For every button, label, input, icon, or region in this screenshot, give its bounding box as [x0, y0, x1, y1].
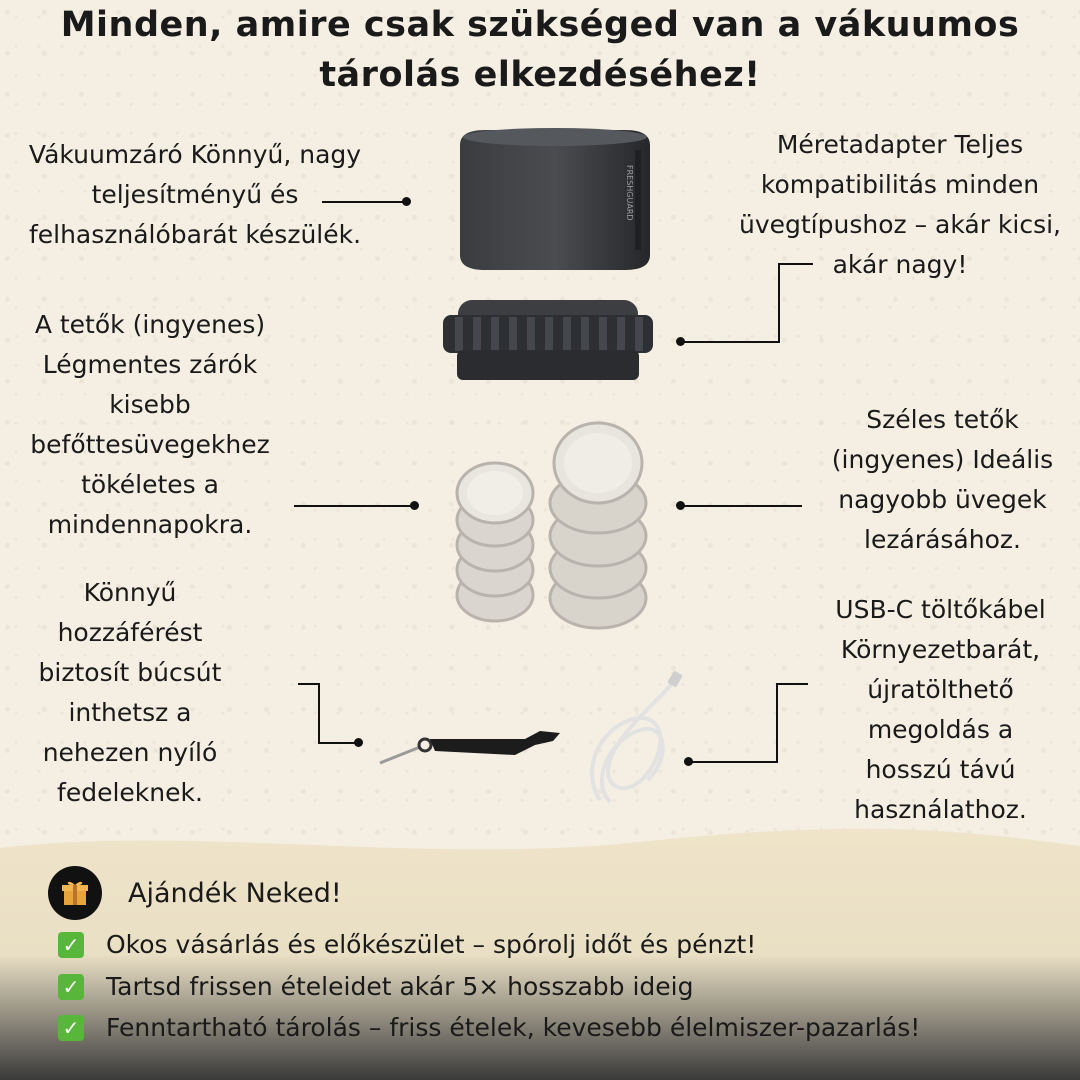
connector-line-cable-h1: [776, 683, 808, 685]
connector-line-adapter-h1: [778, 263, 813, 265]
connector-line-opener-h2: [318, 742, 358, 744]
check-icon: ✓: [58, 974, 84, 1000]
connector-line-opener-h1: [298, 683, 320, 685]
connector-dot-small-lids: [410, 501, 419, 510]
check-icon: ✓: [58, 932, 84, 958]
usb-cable-image: [580, 670, 690, 810]
gift-row: [48, 866, 342, 920]
connector-dot-sealer: [402, 197, 411, 206]
connector-line-small-lids: [294, 505, 414, 507]
label-wide-lids: Széles tetők (ingyenes) Ideális nagyobb üvegek lezárásához.: [831, 405, 1054, 554]
benefit-text: Okos vásárlás és előkészület – spórolj időt és pénzt!: [106, 930, 757, 959]
benefit-item: [58, 972, 694, 1001]
check-icon: ✓: [58, 1015, 84, 1041]
label-opener: Könnyű hozzáférést biztosít búcsút inthetsz a nehezen nyíló fedeleknek.: [38, 578, 222, 807]
connector-line-sealer: [322, 201, 406, 203]
device-brand-text: FRESHGUARD: [625, 165, 634, 221]
benefit-text: Tartsd frissen ételeidet akár 5× hosszabb ideig: [106, 972, 694, 1001]
connector-line-opener-v: [318, 683, 320, 743]
label-usb-cable: USB-C töltőkábel Környezetbarát, újratölthető megoldás a hosszú távú használathoz.: [835, 595, 1046, 824]
benefit-text: Fenntartható tárolás – friss ételek, kevesebb élelmiszer-pazarlás!: [106, 1013, 921, 1042]
connector-line-adapter-v: [778, 263, 780, 343]
benefit-item: [58, 1013, 920, 1042]
label-size-adapter: Méretadapter Teljes kompatibilitás minden üvegtípushoz – akár kicsi, akár nagy!: [738, 130, 1062, 279]
connector-line-cable-h2: [690, 761, 778, 763]
label-small-lids: A tetők (ingyenes) Légmentes zárók kisebb befőttesüvegekhez tökéletes a mindennapokra.: [30, 310, 270, 539]
gift-text: Ajándék Neked!: [128, 877, 342, 909]
vacuum-sealer-image: [455, 125, 655, 275]
label-vacuum-sealer: Vákuumzáró Könnyű, nagy teljesítményű és felhasználóbarát készülék.: [28, 140, 362, 249]
wide-lids-image: [543, 418, 653, 633]
connector-dot-opener: [354, 738, 363, 747]
benefit-item: [58, 930, 756, 959]
connector-dot-wide-lids: [676, 501, 685, 510]
gift-icon: [48, 866, 102, 920]
size-adapter-image: [443, 295, 653, 385]
connector-line-cable-v: [776, 683, 778, 763]
connector-line-wide-lids: [682, 505, 802, 507]
connector-dot-adapter: [676, 337, 685, 346]
jar-opener-image: [375, 725, 565, 775]
connector-line-adapter-h2: [682, 341, 780, 343]
page-title: Minden, amire csak szükséged van a vákuumos tárolás elkezdéséhez!: [60, 5, 1020, 95]
small-lids-image: [450, 455, 540, 625]
